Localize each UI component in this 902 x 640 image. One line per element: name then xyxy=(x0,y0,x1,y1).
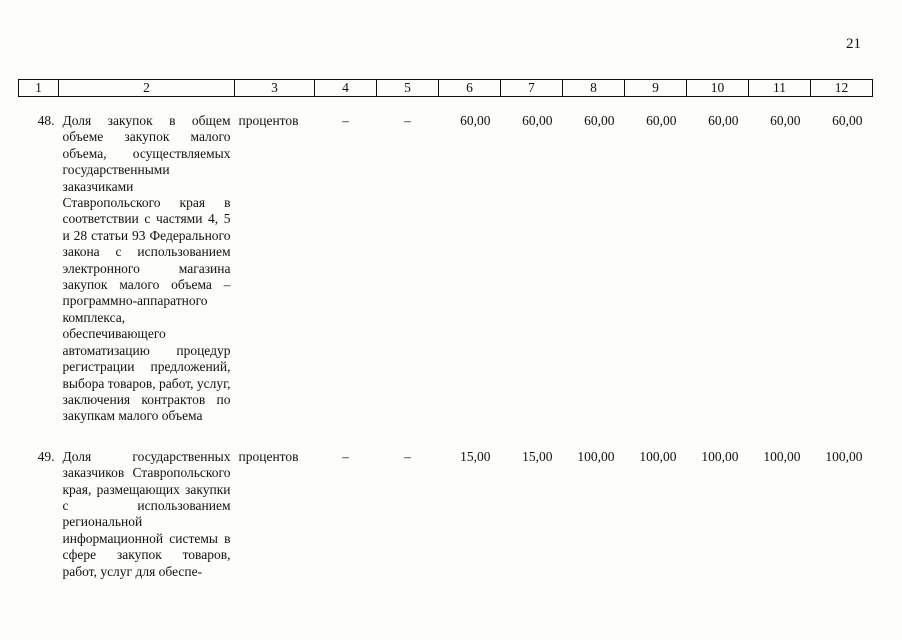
value-col-5: – xyxy=(404,113,411,128)
column-header-1: 1 xyxy=(19,80,59,97)
column-header-11: 11 xyxy=(749,80,811,97)
page-number: 21 xyxy=(846,36,861,52)
row-number: 48. xyxy=(37,113,55,128)
table-row xyxy=(19,97,873,425)
column-header-9: 9 xyxy=(625,80,687,97)
unit-of-measure: процентов xyxy=(238,448,299,464)
value-col-4: – xyxy=(342,448,349,464)
value-col-8: 60,00 xyxy=(584,113,615,128)
value-col-10: 100,00 xyxy=(701,448,739,464)
value-col-6: 15,00 xyxy=(460,448,491,464)
value-col-12: 100,00 xyxy=(825,448,863,464)
unit-of-measure: процентов xyxy=(238,113,299,128)
column-header-10: 10 xyxy=(687,80,749,97)
column-number-row xyxy=(19,80,873,97)
indicator-description: Доля закупок в общем объеме закупок малого объема, осуществляемых государственными заказчиками Ставропольского края в соответствии с частями 4, 5 и 28 статьи 93 Федерального закона с использованием электронного магазина закупок малого объема – программно-аппаратного комплекса, обеспечивающего автоматизацию процедур регистрации предложений, выбора товаров, работ, услуг, заключения контрактов по закупкам малого объема xyxy=(62,113,231,424)
column-header-12: 12 xyxy=(811,80,873,97)
value-col-4: – xyxy=(342,113,349,128)
value-col-9: 100,00 xyxy=(639,448,677,464)
value-col-5: – xyxy=(404,448,411,464)
row-number: 49. xyxy=(37,448,55,464)
column-header-5: 5 xyxy=(377,80,439,97)
value-col-11: 60,00 xyxy=(770,113,801,128)
value-col-10: 60,00 xyxy=(708,113,739,128)
column-header-4: 4 xyxy=(315,80,377,97)
indicators-table xyxy=(18,79,873,580)
column-header-8: 8 xyxy=(563,80,625,97)
column-header-2: 2 xyxy=(59,80,235,97)
value-col-12: 60,00 xyxy=(832,113,863,128)
value-col-9: 60,00 xyxy=(646,113,677,128)
table-row xyxy=(19,425,873,580)
value-col-8: 100,00 xyxy=(577,448,615,464)
column-header-7: 7 xyxy=(501,80,563,97)
value-col-11: 100,00 xyxy=(763,448,801,464)
value-col-6: 60,00 xyxy=(460,113,491,128)
indicator-description: Доля государственных заказчиков Ставропольского края, размещающих закупки с использованием региональной информационной системы в сфере закупок товаров, работ, услуг для обеспе- xyxy=(62,448,231,579)
column-header-3: 3 xyxy=(235,80,315,97)
value-col-7: 60,00 xyxy=(522,113,553,128)
column-header-6: 6 xyxy=(439,80,501,97)
value-col-7: 15,00 xyxy=(522,448,553,464)
